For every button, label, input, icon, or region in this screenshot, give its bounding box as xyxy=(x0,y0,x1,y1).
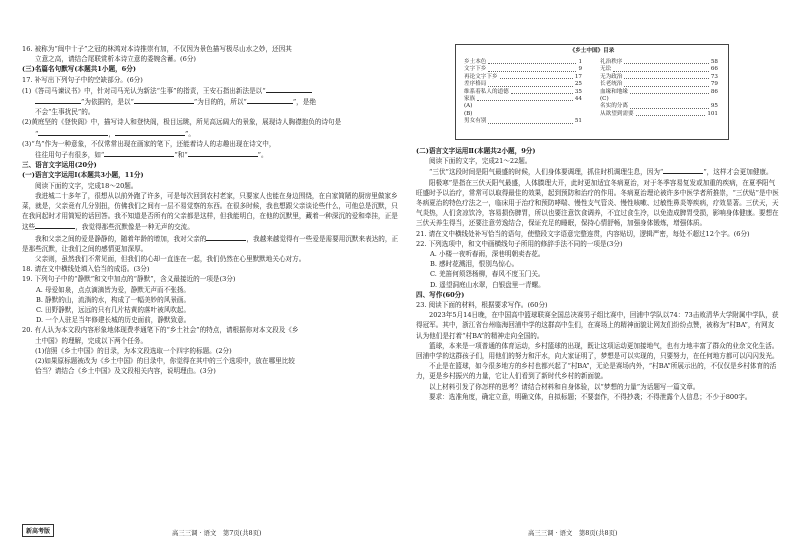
answer-blank[interactable] xyxy=(266,85,312,93)
option-19-a: A. 母爱如泉，点点滴滴皆为爱，静默无声而不张扬。 xyxy=(36,285,191,294)
option-22-b: B. 感时花溅泪，恨别鸟惊心。 xyxy=(430,260,519,269)
answer-blank[interactable] xyxy=(35,221,75,229)
toc-entry: 维系着私人的道德 35 xyxy=(464,88,582,95)
question-18: 18. 请在文中横线处填入恰当的成语。(3分) xyxy=(22,265,150,274)
question-17-1-b: ”为依据的，是以“ ”为目的的，所以“ ”，是绝 xyxy=(22,96,400,107)
reading-intro: 阅读下面的文字，完成18～20题。 xyxy=(35,181,138,190)
passage-2-paragraph-1: “三伏”这段时间是阳气最盛的时候，人们身体要调理，抓住时机调理生息，因为“ ”，这样才会更加健康。 xyxy=(429,168,773,177)
question-16-line2: 立意之高，请结合尾联赏析本诗立意的委婉含蓄。(6分) xyxy=(35,55,196,64)
toc-entry: 礼治秩序 58 xyxy=(600,59,718,65)
option-22-d: D. 遥望洞庭山水翠，白银盘里一青螺。 xyxy=(430,280,545,289)
passage-paragraph-2: 我和父亲之间的爱是静静的，随着年龄的增加，我对父亲的 ，我越来越觉得有一些爱是需要用沉默来表达的，正是那些沉默，让我们之间的感情更加深厚。 xyxy=(22,234,399,253)
toc-entry: (B) xyxy=(464,110,473,117)
passage-paragraph-3: 父亲则，虽然我们不常见面，但我们的心却一直连在一起，我们仍然在心里默默地关心对方。 xyxy=(35,255,306,264)
question-17-3-b: 往往用句子有很多，如“ ”和“ ”。 xyxy=(35,151,268,160)
toc-box xyxy=(455,44,729,140)
option-19-d: D. 一个人驻足当年修建长城的历史面前，静默致意。 xyxy=(36,316,191,325)
writing-requirements: 要求：选准角度，确定立意，明确文体，自拟标题；不要套作，不得抄袭；不得泄露个人信息；不少于800字。 xyxy=(429,392,752,401)
left-column xyxy=(22,44,400,377)
toc-entry: 血缘和地缘 86 xyxy=(600,88,718,95)
toc-entry: 再论文字下乡 17 xyxy=(464,73,582,80)
toc-entry: (C) xyxy=(600,96,609,103)
material-paragraph-4: 以上材料引发了你怎样的思考？请结合材料和自身体验，以“梦想的力量”为话题写一篇文章。 xyxy=(429,382,700,391)
page-footer-left: 高三三调 · 语文 第7页(共8页) xyxy=(172,529,262,537)
reading-intro-2: 阅读下面的文字，完成21～22题。 xyxy=(429,157,532,166)
option-22-c: C. 羌笛何须怨杨柳，春风不度玉门关。 xyxy=(430,270,545,279)
subsection-2-heading: (二)语言文字运用Ⅱ(本题共2小题，9分) xyxy=(416,147,536,155)
toc-entry: 无为政治 73 xyxy=(600,73,718,80)
answer-blank[interactable] xyxy=(38,128,108,136)
toc-entry: (A) xyxy=(464,103,473,110)
question-22: 22. 下列选项中，和文中画横线句子所用的修辞手法不同的一项是(3分) xyxy=(416,239,623,248)
question-19: 19. 下列句子中的“静默”和文中加点的“静默”，含义最接近的一项是(3分) xyxy=(22,275,236,284)
part-3-heading: 三、语言文字运用(20分) xyxy=(22,161,97,170)
question-17-1-a: (1)《答司马谏议书》中，针对司马光认为新法“生事”的指责，王安石指出新法是以“ xyxy=(22,85,400,96)
question-17-2-b: “ ， ”。 xyxy=(35,129,195,138)
edition-tag: 新高考版 xyxy=(22,524,54,537)
toc-entry: 家族 44 xyxy=(464,96,582,103)
toc-title: 《乡土中国》目录 xyxy=(569,48,615,54)
question-23: 23. 阅读下面的材料，根据要求写作。(60分) xyxy=(416,301,548,310)
question-20-task2: (2)如果原标题被改为《乡土中国》的目录中，你觉得在其中的三个选项中，放在哪里比较 xyxy=(35,357,295,366)
toc-entry: 从欲望到需要 101 xyxy=(600,110,718,117)
option-19-b: B. 静默的山，流淌的水，构成了一幅美妙的风景画。 xyxy=(36,295,191,304)
section-3-heading: (三)名篇名句默写(本题共1小题，6分) xyxy=(22,65,136,74)
right-column xyxy=(416,146,780,402)
answer-blank[interactable] xyxy=(247,96,293,104)
question-20-line1: 20. 有人认为本文段内容形象地体现费孝通笔下的“乡土社会”的特点，请根据你对本文段及《乡 xyxy=(22,326,299,335)
part-4-heading: 四、写作(60分) xyxy=(416,290,465,299)
answer-blank[interactable] xyxy=(206,233,246,241)
answer-blank[interactable] xyxy=(115,128,185,136)
option-22-a: A. 小楼一夜听春雨，深巷明朝卖杏花。 xyxy=(430,250,545,259)
question-20-task2-cont: 恰当？请结合《乡土中国》及文段相关内容，说明理由。(3分) xyxy=(35,367,216,376)
option-19-c: C. 田野静默，远远的只有几片枯黄的落叶被风吹起。 xyxy=(36,306,191,315)
toc-entry: 名实的分离 95 xyxy=(600,103,718,110)
question-20-task1: (1)信照《乡土中国》的目录，为本文段选取一个四字的标题。(2分) xyxy=(35,346,232,355)
toc-entry: 乡土本色 1 xyxy=(464,59,582,65)
toc-entry: 无讼 66 xyxy=(600,66,718,73)
answer-blank[interactable] xyxy=(35,96,81,104)
toc-left-column xyxy=(464,59,582,126)
subsection-1-heading: (一)语言文字运用Ⅰ(本题共3小题，11分) xyxy=(22,171,144,180)
question-17-1-c: 不会“生事扰民”的。 xyxy=(35,108,95,117)
material-paragraph-1: 2023年5月14日晚，在中国高中篮球联赛全国总决赛男子组比赛中，回浦中学队以74：73击败清华大学附属中学队，获得冠军。其中，浙江省台州临海回浦中学的这群高中生们，在赛场上的精神面貌让网友们纷纷点赞，被称为“村BA”，有网友认为他们是打着“村BA”的精神走向全国的。 xyxy=(416,311,779,340)
material-paragraph-2: 篮球，本来是一项普通的体育运动，乡村篮球的出现，既让这项运动更加接地气，也有力地丰富了群众的业余文化生活。回浦中学的这群孩子们，用他们的努力和汗水，向大家证明了，梦想是可以实现的，只要努力，在任何地方都可以闪闪发光。 xyxy=(416,341,779,361)
page-footer-right: 高三三调 · 语文 第8页(共8页) xyxy=(528,529,618,537)
answer-blank[interactable] xyxy=(188,149,258,157)
toc-right-column xyxy=(600,59,718,118)
question-17: 17. 补写出下列句子中的空缺部分。(6分) xyxy=(22,75,143,84)
question-17-2-a: (2)黄庭坚的《登快阁》中，描写诗人和登快阁，极目远眺，所见高远阔大的景象，展现诗人胸襟抱负的诗句是 xyxy=(22,118,342,127)
toc-entry: 差序格局 25 xyxy=(464,81,582,88)
question-20-line2: 土中国》的理解，完成以下两个任务。 xyxy=(35,336,148,345)
passage-2-paragraph-2: 阳极寒”是指在三伏天阳气最盛，人体腠理大开，此时更加适宜冬病夏治，对于冬季容易复发或加重的疾病，在夏季阳气旺盛时予以治疗，常常可以取得最佳的效果，起到预防和治疗的作用。冬病夏治理论被许多中医学者所推崇，“三伏贴”是中医冬病夏治的特色疗法之一，临床用于治疗和预防哮喘、慢性支气管炎、慢性咳嗽、过敏性鼻炎等疾病，疗效显著。三伏天，天气炎热，人们贪凉饮冷，容易损伤脾胃，所以也要注意饮食调养，不宜过食生冷，以免造成脾胃受损，影响身体健康。要想在三伏天养生得当，还要注意劳逸结合，保证充足的睡眠，保持心情舒畅，加强身体锻炼，增强体质。 xyxy=(416,178,779,228)
answer-blank[interactable] xyxy=(134,96,194,104)
question-16-line1: 16. 被称为“闽中十子”之冠的林鸿对本诗推崇有加，不仅因为景色描写极尽山水之妙，还因其 xyxy=(22,45,292,53)
toc-entry: 男女有别 51 xyxy=(464,118,582,125)
toc-entry: 长老统治 79 xyxy=(600,81,718,88)
toc-entry: 文字下乡 9 xyxy=(464,66,582,73)
answer-blank[interactable] xyxy=(663,166,703,174)
passage-paragraph-1: 我进城二十多年了，很想从以前外跑了许多，可是每次回到农村老家，只要家人也能在身边围绕，在自家简陋的厨房里做家乡菜，就是，父亲竟有几分别扭，仿佛我们之间有一层不易觉察的东西。在很多时候，我也想跟父亲谈论些什么，可他总是沉默，只在我问起时才用简短的话回答。我不知道是否所有的父亲都是这样，但我能明白，在他的沉默里，藏着一种深沉的爱和牵挂，正是这些 ，我觉得那些沉默像是一种无声的交流。 xyxy=(22,191,398,232)
material-paragraph-3: 不止是在篮球，如今很多地方的乡村也都兴起了“村BA”，无论是赛场内外，“村BA”所展示出的，不仅仅是乡村体育的活力，更是乡村振兴的力量，它让人们看到了新时代乡村的新面貌。 xyxy=(416,362,777,381)
question-21: 21. 请在文中横线处补写恰当的语句，使整段文字语意完整连贯，内容贴切，逻辑严密，每处不超过12个字。(6分) xyxy=(416,229,750,238)
answer-blank[interactable] xyxy=(104,149,174,157)
question-17-3-a: (3)“鸟”作为一种意象，不仅常常出现在画家的笔下，还能着诗人的志趣出现在诗文中， xyxy=(22,139,276,148)
